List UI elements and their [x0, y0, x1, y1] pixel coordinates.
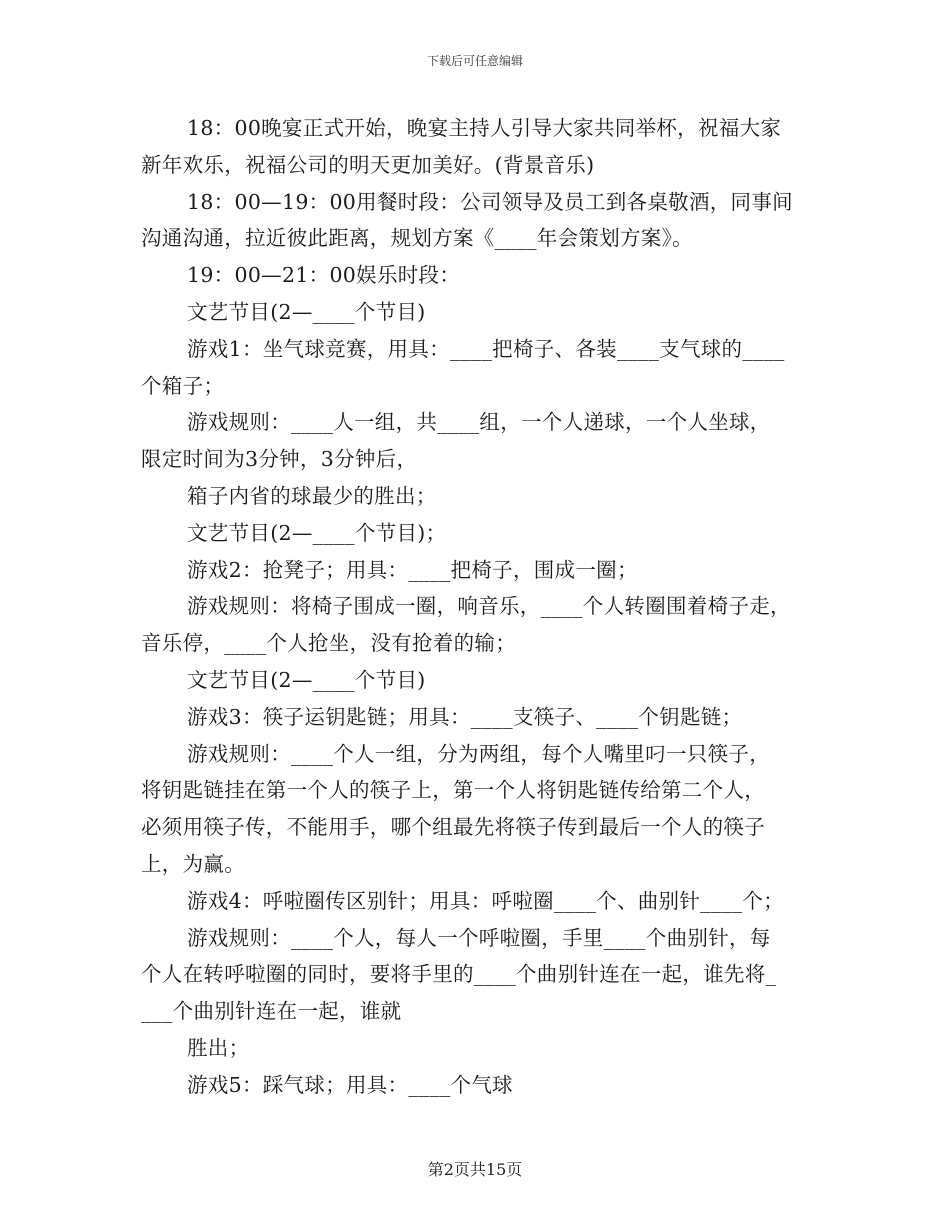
body-line: 文艺节目(2—____个节目)； [187, 520, 447, 545]
body-line: 胜出； [187, 1035, 250, 1060]
page-footer: 第2页共15页 [427, 1160, 523, 1179]
page-header: 下载后可任意编辑 [426, 54, 523, 68]
body-line: 限定时间为3分钟，3分钟后， [141, 447, 418, 472]
body-line: 19：00—21：00娱乐时段： [187, 263, 461, 288]
body-line: 新年欢乐，祝福公司的明天更加美好。(背景音乐) [141, 152, 595, 177]
body-line: 游戏4：呼啦圈传区别针；用具：呼啦圈____个、曲别针____个； [187, 888, 784, 913]
body-line: 沟通沟通，拉近彼此距离，规划方案《____年会策划方案》。 [141, 226, 693, 251]
body-line: 游戏规则：____个人，每人一个呼啦圈，手里____个曲别针，每 [187, 925, 771, 950]
body-line: 游戏1：坐气球竞赛，用具：____把椅子、各装____支气球的____ [187, 336, 785, 361]
body-line: 将钥匙链挂在第一个人的筷子上，第一个人将钥匙链传给第二个人， [141, 778, 765, 803]
body-line: 箱子内省的球最少的胜出； [187, 483, 437, 508]
body-line: ___个曲别针连在一起，谁就 [141, 999, 402, 1024]
document-body [141, 110, 811, 1104]
body-line: 游戏规则：____个人一组，分为两组，每个人嘴里叼一只筷子， [187, 741, 770, 766]
body-line: 必须用筷子传，不能用手，哪个组最先将筷子传到最后一个人的筷子 [141, 815, 765, 840]
body-line: 18：00—19：00用餐时段：公司领导及员工到各桌敬酒，同事间 [187, 189, 793, 214]
body-line: 音乐停，____个人抢坐，没有抢着的输； [141, 631, 516, 656]
body-line: 文艺节目(2—____个节目) [187, 667, 426, 692]
body-line: 18：00晚宴正式开始，晚宴主持人引导大家共同举杯，祝福大家 [187, 116, 782, 140]
body-line: 个箱子； [141, 373, 225, 398]
body-line: 个人在转呼啦圈的同时，要将手里的____个曲别针连在一起，谁先将_ [141, 962, 777, 987]
body-line: 游戏5：踩气球；用具：____个气球 [187, 1072, 513, 1097]
body-line: 游戏规则：将椅子围成一圈，响音乐，____个人转圈围着椅子走， [187, 594, 791, 619]
body-line: 游戏规则：____人一组，共____组，一个人递球，一个人坐球， [187, 410, 771, 435]
body-line: 文艺节目(2—____个节目) [187, 299, 426, 324]
body-line: 上，为赢。 [141, 851, 245, 876]
body-line: 游戏2：抢凳子；用具：____把椅子，围成一圈； [187, 557, 638, 582]
body-line: 游戏3：筷子运钥匙链；用具：____支筷子、____个钥匙链； [187, 704, 743, 729]
